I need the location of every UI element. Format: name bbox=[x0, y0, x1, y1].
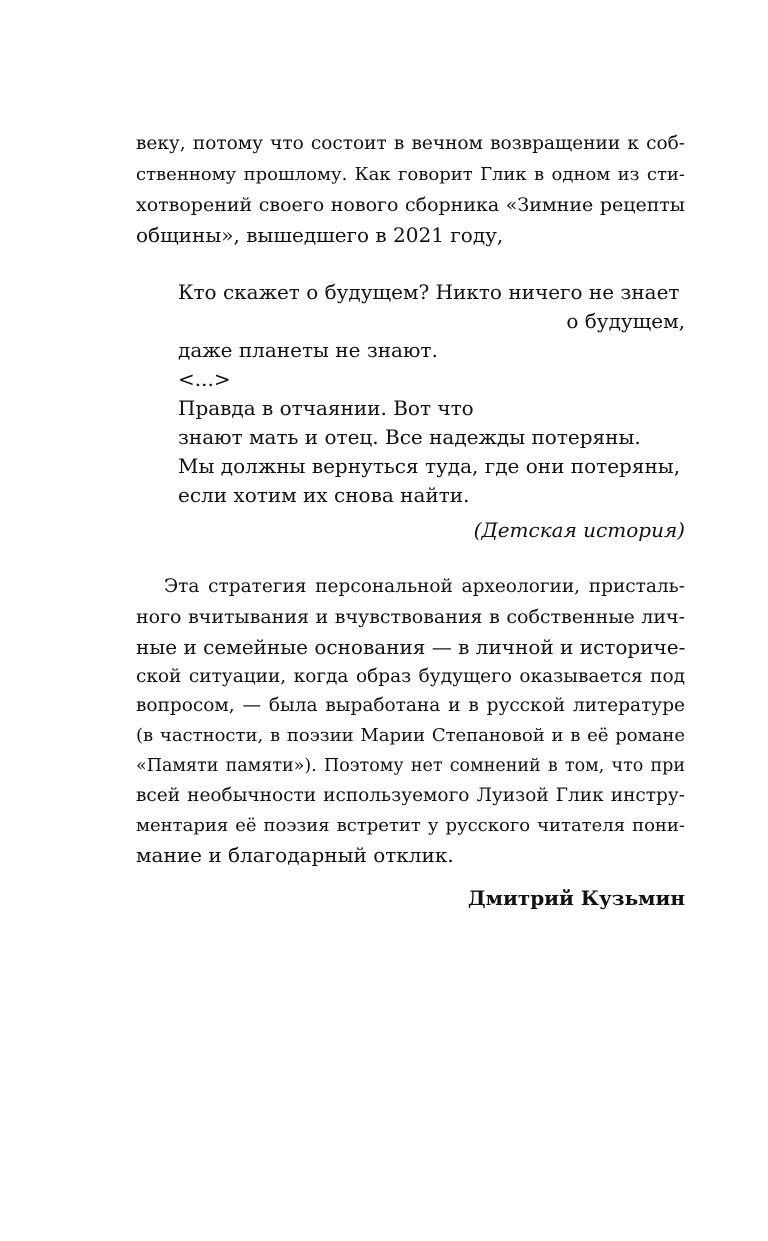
author-signature: Дмитрий Кузьмин bbox=[467, 886, 685, 910]
poem-line: даже планеты не знают. bbox=[178, 338, 438, 362]
text-line: вопросом, — была выработана и в русской литературе bbox=[136, 695, 685, 716]
poem-line: <...> bbox=[178, 367, 231, 391]
text-line: мание и благодарный отклик. bbox=[136, 843, 454, 867]
poem-line: Кто скажет о будущем? Никто ничего не знает bbox=[178, 280, 680, 304]
poem-line: Мы должны вернуться туда, где они потеряны, bbox=[178, 454, 681, 478]
text-line: общины», вышедшего в 2021 году, bbox=[136, 223, 504, 247]
poem-line: если хотим их снова найти. bbox=[178, 483, 470, 507]
text-line: всей необычности используемого Луизой Глик инстру- bbox=[136, 785, 685, 806]
poem-line: о будущем, bbox=[566, 309, 685, 333]
poem-source: (Детская история) bbox=[473, 518, 685, 542]
text-line: ственному прошлому. Как говорит Глик в одном из сти- bbox=[136, 164, 685, 185]
text-line: хотворений своего нового сборника «Зимние рецепты bbox=[136, 194, 685, 216]
poem-line: знают мать и отец. Все надежды потеряны. bbox=[178, 425, 641, 449]
text-line: ного вчитывания и вчувствования в собственные лич- bbox=[136, 606, 685, 628]
text-line: ментария её поэзия встретит у русского читателя пони- bbox=[136, 815, 685, 836]
text-line: (в частности, в поэзии Марии Степановой и в её романе bbox=[136, 725, 685, 746]
text-line: «Памяти памяти»). Поэтому нет сомнений в том, что при bbox=[136, 756, 685, 776]
text-line: ской ситуации, когда образ будущего оказывается под bbox=[136, 666, 685, 687]
text-line: ные и семейные основания — в личной и историче- bbox=[136, 635, 686, 659]
text-line: веку, потому что состоит в вечном возвращении к соб- bbox=[136, 133, 685, 154]
poem-line: Правда в отчаянии. Вот что bbox=[178, 396, 474, 420]
text-line: Эта стратегия персональной археологии, присталь- bbox=[164, 576, 685, 597]
